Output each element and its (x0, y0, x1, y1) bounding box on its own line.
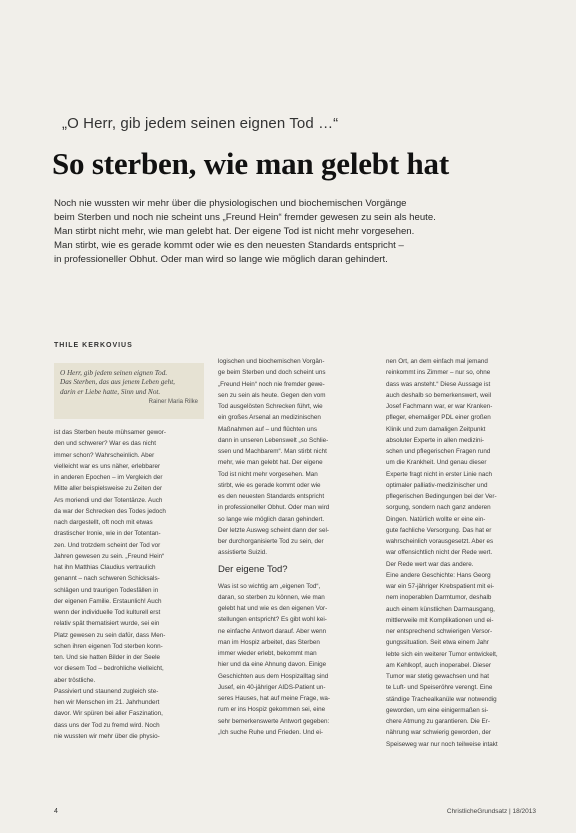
body-line: Josef Fachmann war, er war Kranken- (386, 403, 493, 410)
body-line: nährung war schwierig geworden, der (386, 729, 492, 737)
body-line: Der Rede wert war das andere. (386, 560, 474, 568)
body-line: ein großes Arsenal an medizinischen (218, 414, 321, 422)
quote-line: darin er Liebe hatte, Sinn und Not. (60, 387, 161, 396)
rilke-quote-box (54, 363, 204, 419)
body-line: immer wieder erlebt, bekommt man (218, 650, 317, 657)
body-line: es den neuesten Standards entspricht (218, 493, 325, 500)
body-line: wahrscheinlich vorausgesetzt. Aber es (386, 538, 494, 545)
body-line: war offensichtlich nicht der Rede wert. (386, 549, 493, 557)
body-line: zen. Und trotzdem scheint der Tod vor (54, 541, 161, 549)
body-line: pfleger, ehemaliger PDL einer großen (386, 414, 491, 422)
body-line: da war der Schrecken des Todes jedoch (54, 507, 166, 515)
body-line: chere Atmung zu garantieren. Die Er- (386, 718, 490, 725)
body-line: wenn der individuelle Tod kulturell erst (54, 609, 161, 616)
body-line: Jusef, ein 40-jähriger AIDS-Patient un- (218, 683, 326, 691)
lead-paragraph (54, 197, 524, 267)
body-line: schen ihren eigenen Tod sterben konn- (54, 642, 163, 650)
body-line: auch einem künstlichen Darmausgang, (386, 605, 495, 613)
body-line: te Luft- und Speiseröhre verengt. Eine (386, 684, 493, 692)
body-line: seres Hauses, hat auf meine Frage, wa- (218, 695, 330, 702)
body-line: dass was ansteht.“ Diese Aussage ist (386, 380, 491, 388)
body-line: war ein 57-jähriger Krebspatient mit ei- (386, 583, 495, 590)
body-line: Mitte aller beispielsweise zu Zeiten der (54, 485, 163, 493)
headline: So sterben, wie man gelebt hat (52, 146, 449, 181)
author-byline: THILE KERKOVIUS (54, 342, 133, 349)
body-line: mehr, wie man gelebt hat. Der eigene (218, 459, 323, 467)
body-line: Tod ist nicht mehr vorgesehen. Man (218, 470, 318, 478)
kicker-quote: „O Herr, gib jedem seinen eignen Tod …“ (62, 115, 339, 132)
body-line: man im Hospiz arbeitet, das Sterben (218, 638, 320, 646)
body-line: ten. Und sie hatten Bilder in der Seele (54, 654, 161, 661)
subheading-der-eigene-tod: Der eigene Tod? (218, 563, 288, 575)
page-number: 4 (54, 808, 58, 815)
quote-text (60, 369, 198, 397)
body-line: ist das Sterben heute mühsamer gewor- (54, 429, 167, 436)
body-line: sen zu sein als heute. Gegen den vom (218, 391, 326, 399)
body-column-3 (386, 356, 536, 750)
body-line: Tumor war stetig gewachsen und hat (386, 673, 490, 680)
body-line: Platz gewesen zu sein dafür, dass Men- (54, 631, 166, 639)
body-line: der eigenen Familie. Erstaunlich! Auch (54, 597, 162, 605)
body-line: genannt – nach schweren Schicksals- (54, 575, 160, 583)
body-line: „Ich suche Ruhe und Frieden. Und ei- (218, 728, 324, 736)
body-line: schlägen und traurigen Todesfällen in (54, 586, 159, 594)
body-line: mittlerweile mit Komplikationen und ei- (386, 616, 494, 624)
body-line: Passiviert und staunend zugleich ste- (54, 687, 159, 695)
body-line: ständige Trachealkanüle war notwendig (386, 695, 497, 703)
body-line: lebte sich ein weiterer Tumor entwickelt, (386, 650, 498, 658)
body-line: in professioneller Obhut. Oder man wird (218, 504, 330, 512)
body-line: ber durchorganisierte Tod zu sein, der (218, 538, 324, 545)
lead-line: in professioneller Obhut. Oder man wird so lange wie möglich daran gehindert. (54, 254, 388, 265)
body-line: Klinik und zum damaligen Zeitpunkt (386, 425, 486, 433)
body-line: daran, so sterben zu können, wie man (218, 593, 325, 601)
body-line: drastischer Ironie, wie in der Totentan- (54, 530, 161, 538)
body-line: gute fachliche Versorgung. Das hat er (386, 526, 492, 534)
body-line: gelebt hat und wie es den eigenen Vor- (218, 605, 328, 612)
body-line: ne einfache Antwort darauf. Aber wenn (218, 627, 327, 635)
lead-line: Man stirbt nicht mehr, wie man gelebt hat. Der eigene Tod ist nicht mehr vorgesehen. (54, 226, 415, 237)
body-line: in anderen Epochen – im Vergleich der (54, 474, 163, 481)
body-line: sehr bemerkenswerte Antwort gegeben: (218, 717, 330, 725)
body-line: vor diesem Tod – bedrohliche vielleicht, (54, 665, 164, 673)
body-line: ge beim Sterben und doch scheint uns (218, 369, 326, 377)
lead-line: beim Sterben und noch nie scheint uns „Freund Hein“ fremder gewesen zu sein als heute. (54, 212, 436, 223)
body-line: ner entsprechend schwierigen Versor- (386, 628, 493, 635)
body-line: auch deshalb so bemerkenswert, weil (386, 391, 492, 399)
body-line: relativ spät thematisiert wurde, sei ein (54, 620, 160, 628)
body-line: Geschichten aus dem Hospizalltag sind (218, 672, 329, 680)
body-line: ssen und Machbarem“. Man stirbt nicht (218, 448, 327, 455)
quote-line: O Herr, gib jedem seinen eignen Tod. (60, 369, 168, 377)
body-line: Dingen. Natürlich wollte er eine ein- (386, 515, 486, 523)
lead-line: Noch nie wussten wir mehr über die physiologischen und biochemischen Vorgänge (54, 198, 407, 209)
body-line: nie wussten wir mehr über die physio- (54, 732, 160, 740)
body-line: aber tröstliche. (54, 676, 96, 684)
body-line: dann in unseren Lebenswelt „so Schlie- (218, 436, 329, 444)
body-line: immer schon? Wahrscheinlich. Aber (54, 451, 155, 459)
body-column-1 (54, 427, 204, 742)
body-line: hen wir Menschen im 21. Jahrhundert (54, 699, 160, 706)
body-line: Ars moriendi und der Totentänze. Auch (54, 496, 163, 504)
body-line: Was ist so wichtig am „eigenen Tod“, (218, 582, 321, 590)
body-line: hier und da eine Ahnung davon. Einige (218, 661, 327, 669)
body-line: stirbt, wie es gerade kommt oder wie (218, 481, 321, 489)
body-line: reinkommt ins Zimmer – nur so, ohne (386, 369, 491, 377)
body-line: nem inoperablen Darmtumor, deshalb (386, 594, 492, 602)
body-line: so lange wie möglich daran gehindert. (218, 515, 325, 523)
journal-footer: ChristlicheGrundsatz | 18/2013 (446, 808, 536, 815)
body-line: nen Ort, an dem einfach mal jemand (386, 358, 488, 365)
body-line: stellungen entspricht? Es gibt wohl kei- (218, 616, 327, 624)
body-line: absoluter Experte in allen medizini- (386, 436, 485, 444)
body-line: dass uns der Tod zu fremd wird. Noch (54, 721, 160, 729)
body-line: sorgung, sondern nach ganz anderen (386, 504, 491, 512)
body-line: Maßnahmen auf – und flüchten uns (218, 425, 318, 433)
body-line: optimaler palliativ-medizinischer und (386, 481, 488, 489)
quote-source: Rainer Maria Rilke (148, 399, 198, 406)
body-line: nach dargestellt, oft noch mit etwas (54, 519, 153, 526)
body-line: Tod ausgelösten Schrecken führt, wie (218, 403, 323, 410)
body-line: hat ihn Matthias Claudius vertraulich (54, 564, 156, 571)
body-line: gungssituation. Seit etwa einem Jahr (386, 639, 489, 647)
lead-line: Man stirbt, wie es gerade kommt oder wie es den neuesten Standards entspricht – (54, 240, 404, 251)
body-line: Speiseweg war nur noch teilweise intakt (386, 740, 498, 748)
body-line: rum er ins Hospiz gekommen sei, eine (218, 706, 326, 714)
body-line: Eine andere Geschichte: Hans Georg (386, 571, 491, 579)
body-line: pflegerischen Bedingungen bei der Ver- (386, 493, 497, 500)
body-line: am Kehlkopf, auch inoperabel. Dieser (386, 661, 492, 669)
body-line: assistierte Suizid. (218, 549, 267, 557)
body-line: geworden, um eine einigermaßen si- (386, 706, 489, 714)
body-line: Experte fragt nicht in erster Linie nach (386, 470, 493, 478)
body-line: um die Krankheit. Und genau dieser (386, 459, 487, 467)
body-line: Der letzte Ausweg scheint dann der sel- (218, 526, 329, 534)
body-line: vielleicht war es uns näher, erlebbarer (54, 462, 161, 470)
body-line: „Freund Hein“ noch nie fremder gewe- (218, 380, 325, 388)
body-line: logischen und biochemischen Vorgän- (218, 358, 325, 365)
body-column-2 (218, 356, 368, 738)
body-line: schen und pflegerischen Fragen rund (386, 448, 491, 455)
body-line: Jahren gewesen zu sein. „Freund Hein“ (54, 552, 165, 560)
body-line: den und schwerer? War es das nicht (54, 440, 156, 448)
body-line: davor. Wir spüren bei aller Faszination, (54, 710, 163, 718)
quote-line: Das Sterben, das aus jenem Leben geht, (60, 378, 175, 387)
